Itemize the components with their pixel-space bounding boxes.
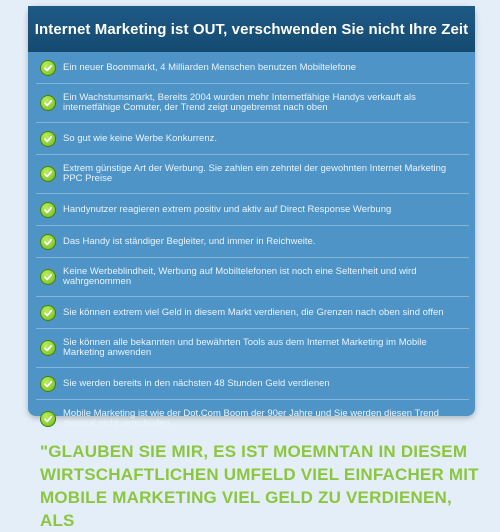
list-item [36, 84, 469, 123]
checkmark-icon [40, 202, 56, 218]
checkmark-icon [40, 95, 56, 111]
list-item-text: Das Handy ist ständiger Begleiter, und immer in Reichweite. [63, 235, 316, 247]
list-item-text: Sie können alle bekannten und bewährten Tools aus dem Internet Marketing im Mobile Marketing anwenden [63, 337, 427, 358]
benefits-panel [28, 6, 475, 429]
list-item-text: Sie können extrem viel Geld in diesem Markt verdienen, die Grenzen nach oben sind offen [63, 306, 444, 318]
list-item [36, 258, 469, 297]
list-item [36, 297, 469, 329]
list-item [36, 329, 469, 368]
benefits-list [28, 52, 475, 438]
list-item-text: Keine Werbeblindheit, Werbung auf Mobiltelefonen ist noch eine Seltenheit und wird wahrgenommen [63, 266, 417, 287]
panel-title: Internet Marketing ist OUT, verschwenden Sie nicht Ihre Zeit [28, 6, 475, 52]
list-item-text: Extrem günstige Art der Werbung. Sie zahlen ein zehntel der gewohnten Internet Marketing PPC Preise [63, 163, 447, 184]
checkmark-icon [40, 166, 56, 182]
list-item-text: Sie werden bereits in den nächsten 48 Stunden Geld verdienen [63, 377, 330, 389]
checkmark-icon [40, 60, 56, 76]
quote-text: "GLAUBEN SIE MIR, ES IST MOEMNTAN IN DIESEM WIRTSCHAFTLICHEN UMFELD VIEL EINFACHER MIT MOBILE MARKETING VIEL GELD ZU VERDIENEN, ALS [40, 442, 479, 530]
checkmark-icon [40, 305, 56, 321]
list-item [36, 52, 469, 84]
list-item [36, 194, 469, 226]
list-item [36, 226, 469, 258]
checkmark-icon [40, 376, 56, 392]
checkmark-icon [40, 340, 56, 356]
list-item [36, 368, 469, 400]
list-item-text: Handynutzer reagieren extrem positiv und aktiv auf Direct Response Werbung [63, 203, 392, 215]
list-item [36, 155, 469, 194]
list-item [36, 123, 469, 155]
checkmark-icon [40, 411, 56, 427]
checkmark-icon [40, 131, 56, 147]
list-item-text: Mobile Marketing ist wie der Dot.Com Boom der 90er Jahre und Sie werden diesen Trend diesmal nicht verschlafen [63, 408, 439, 429]
list-item-text: Ein neuer Boommarkt, 4 Milliarden Menschen benutzen Mobiltelefone [63, 61, 357, 73]
list-item [36, 400, 469, 438]
checkmark-icon [40, 234, 56, 250]
list-item-text: Ein Wachstumsmarkt, Bereits 2004 wurden mehr Internetfähige Handys verkauft als internetfähige Comuter, der Trend zeigt ungebremst nach oben [63, 92, 416, 113]
list-item-text: So gut wie keine Werbe Konkurrenz. [63, 132, 218, 144]
checkmark-icon [40, 269, 56, 285]
